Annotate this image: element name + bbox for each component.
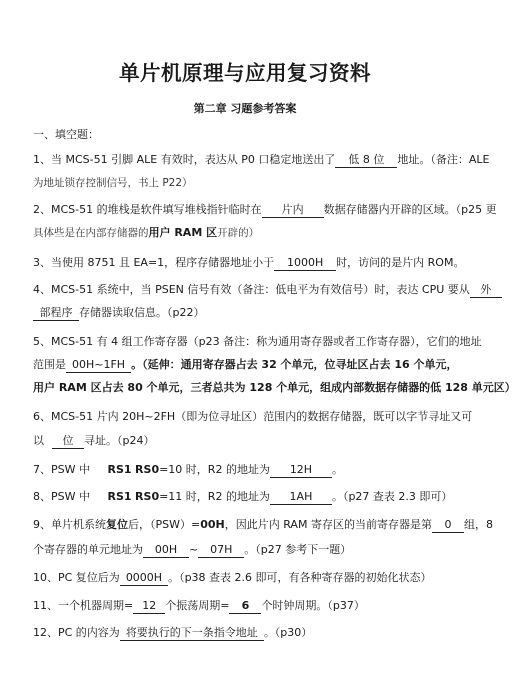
q9-bold-psw: 00H [200, 518, 225, 531]
q6-text-2: 以 [33, 434, 44, 447]
q9-text-6: 。（p27 参考下一题） [244, 543, 352, 556]
q5-extension-cont: 用户 RAM 区占去 80 个单元，三者总共为 128 个单元，组成内部数据存储器的低 128 单元区） [33, 381, 516, 394]
question-6-line-1 [33, 410, 472, 424]
q11-text-2: 个振荡周期= [165, 599, 230, 612]
question-12 [33, 626, 312, 641]
question-3 [33, 256, 464, 271]
q11-answer: 12 [133, 599, 165, 614]
question-2-line-2 [33, 226, 259, 240]
q5-text-2: 范围是 [33, 358, 66, 371]
q2-answer: 片内 [262, 203, 324, 218]
q7-answer: 12H [270, 463, 332, 478]
q4-text-end: 存储器读取信息。（p22） [79, 306, 205, 319]
q9-text-3: ，因此片内 RAM 寄存区的当前寄存器是第 [224, 518, 432, 531]
question-9-line-2 [33, 543, 351, 558]
q4-text: 4、MCS-51 系统中，当 PSEN 信号有效（备注：低电平为有效信号）时，表达 CPU 要从 [33, 283, 470, 296]
question-5-line-1 [33, 335, 482, 349]
q6-text-end: 寻址。（p24） [84, 434, 155, 447]
q1-note-cont: 为地址锁存控制信号，书上 P22） [33, 177, 193, 189]
document-title: 单片机原理与应用复习资料 [119, 61, 371, 85]
q1-text: 1、当 MCS-51 引脚 ALE 有效时，表达从 P0 口稳定地送出了 [33, 153, 336, 166]
chapter-heading: 第二章 习题参考答案 [193, 102, 297, 115]
q4-answer: 外 [470, 283, 502, 298]
question-5-line-3 [33, 381, 516, 395]
question-4-line-1 [33, 283, 502, 298]
q8-rs1: RS1 [107, 490, 132, 503]
q11-text-end: 个时钟周期。（p37） [261, 599, 365, 612]
q8-text: 8、PSW 中 [33, 490, 90, 503]
q7-text: 7、PSW 中 [33, 463, 90, 476]
q9-text-1: 9、单片机系统 [33, 518, 106, 531]
question-9-line-1 [33, 518, 493, 533]
question-1-line-2 [33, 176, 193, 190]
q9-answer-3: 07H [198, 543, 244, 558]
q11-text: 11、一个机器周期= [33, 599, 134, 612]
q12-answer: 将要执行的下一条指令地址 [120, 626, 264, 641]
section-heading: 一、填空题： [33, 128, 99, 141]
q2-note-cont-2: 开辟的） [217, 227, 260, 239]
q3-answer: 1000H [274, 256, 336, 271]
q3-text: 3、当使用 8751 且 EA=1，程序存储器地址小于 [33, 256, 275, 269]
q12-text-end: 。（p30） [263, 626, 313, 639]
q9-bold-reset: 复位 [106, 518, 128, 531]
q10-text-end: 。（p38 查表 2.6 即可，有各种寄存器的初始化状态） [168, 571, 432, 584]
q2-note-bold: 用户 RAM 区 [148, 226, 218, 239]
q1-note: 地址。（备注：ALE [397, 153, 490, 166]
q8-rs0: RS0 [135, 490, 160, 503]
q9-answer-2: 00H [143, 543, 189, 558]
q9-text-4: 组，8 [463, 518, 493, 531]
question-11 [33, 599, 365, 614]
q1-answer: 低 8 位 [335, 153, 397, 168]
question-4-line-2 [33, 306, 204, 321]
q9-answer: 0 [432, 518, 464, 533]
q9-text-5: 个寄存器的单元地址为 [33, 543, 143, 556]
question-7 [33, 463, 343, 478]
q11-answer-2: 6 [229, 599, 261, 614]
q5-text: 5、MCS-51 有 4 组工作寄存器（p23 备注：称为通用寄存器或者工作寄存器），它们的地址 [33, 335, 482, 348]
question-10 [33, 571, 432, 586]
question-5-line-2 [33, 358, 458, 373]
q8-answer: 1AH [270, 490, 332, 505]
q8-text-2: =11 时，R2 的地址为 [159, 490, 270, 503]
question-6-line-2 [33, 434, 154, 449]
q3-text-end: 时，访问的是片内 ROM。 [336, 256, 465, 269]
q6-answer: 位 [52, 434, 84, 449]
q6-text: 6、MCS-51 片内 20H~2FH（即为位寻址区）范围内的数据存储器，既可以字节寻址又可 [33, 410, 473, 423]
q7-rs1: RS1 [107, 463, 132, 476]
q7-text-end: 。 [331, 463, 343, 476]
q2-note-cont-1: 具体些是在内部存储器的 [33, 227, 149, 239]
q7-text-2: =10 时，R2 的地址为 [159, 463, 270, 476]
question-1-line-1 [33, 153, 489, 168]
q5-answer: 00H~1FH [66, 358, 131, 373]
q12-text: 12、PC 的内容为 [33, 626, 120, 639]
question-8 [33, 490, 452, 505]
q8-text-end: 。（p27 查表 2.3 即可） [331, 490, 453, 503]
q10-answer: 0000H [120, 571, 168, 586]
q2-text: 2、MCS-51 的堆栈是软件填写堆栈指针临时在 [33, 203, 262, 216]
q2-note: 数据存储器内开辟的区域。（p25 更 [323, 203, 497, 216]
q4-answer-cont: 部程序 [33, 306, 79, 321]
q9-tilde: ~ [189, 543, 199, 556]
q5-extension: 。（延伸：通用寄存器占去 32 个单元，位寻址区占去 16 个单元， [131, 358, 458, 371]
q9-text-2: 后，（PSW）= [128, 518, 201, 531]
q7-rs0: RS0 [135, 463, 160, 476]
question-2-line-1 [33, 203, 497, 218]
q10-text: 10、PC 复位后为 [33, 571, 120, 584]
